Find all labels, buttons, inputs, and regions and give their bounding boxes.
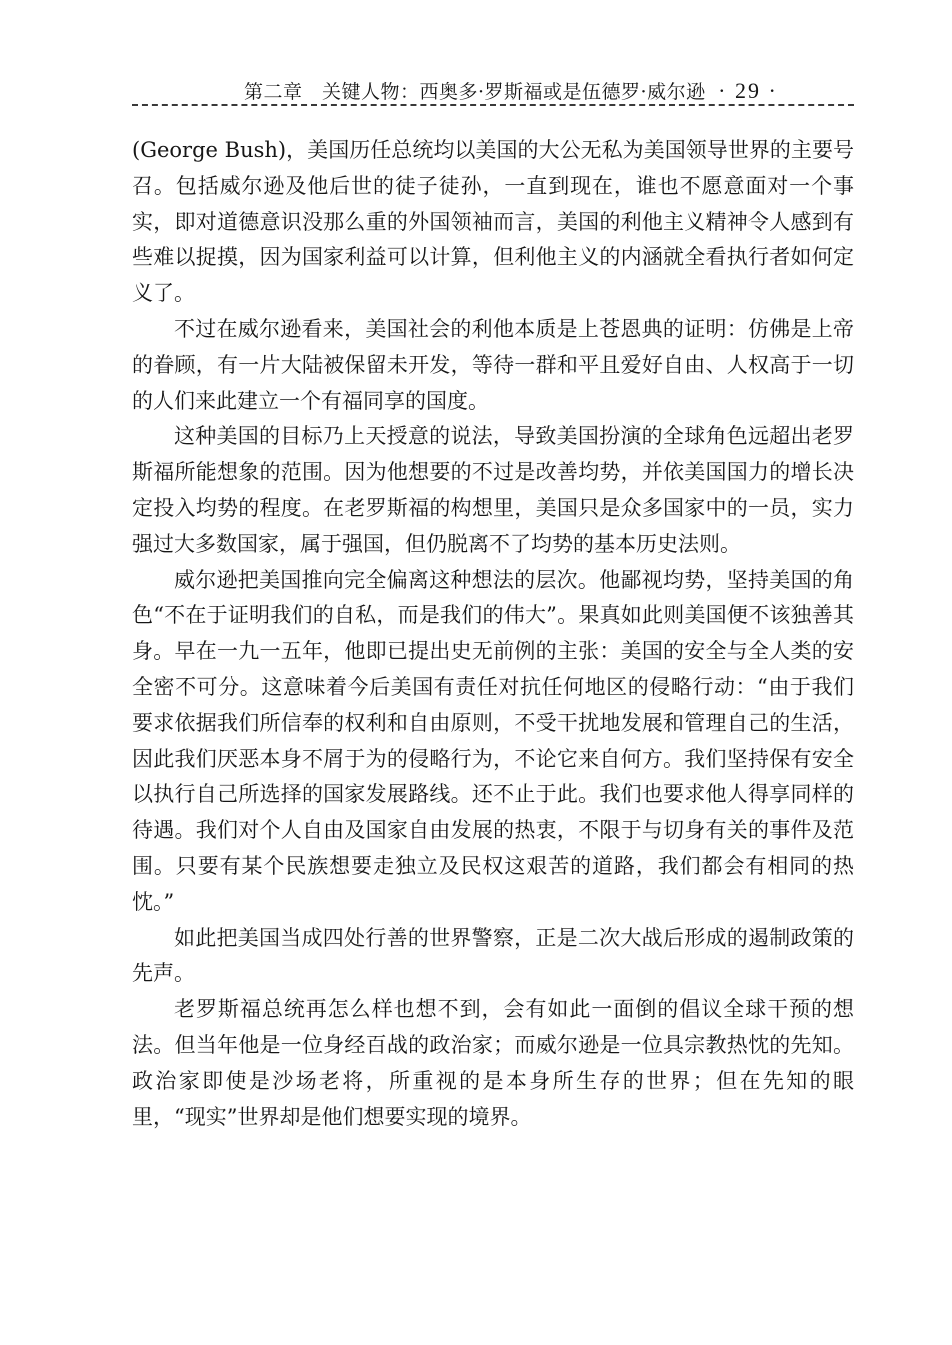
page-number: · 29 · [718, 78, 778, 103]
chapter-title: 第二章 关键人物：西奥多·罗斯福或是伍德罗·威尔逊 [244, 81, 706, 103]
header-rule [132, 104, 854, 106]
paragraph-1: (George Bush)，美国历任总统均以美国的大公无私为美国领导世界的主要号召。包括威尔逊及他后世的徒子徒孙，一直到现在，谁也不愿意面对一个事实，即对道德意识没那么重的外国领袖而言，美国的利他主义精神令人感到有些难以捉摸，因为国家利益可以计算，但利他主义的内涵就全看执行者如何定义了。 [132, 138, 854, 306]
paragraph-5: 如此把美国当成四处行善的世界警察，正是二次大战后形成的遏制政策的先声。 [132, 925, 854, 986]
paragraph-2: 不过在威尔逊看来，美国社会的利他本质是上苍恩典的证明：仿佛是上帝的眷顾，有一片大陆被保留未开发，等待一群和平且爱好自由、人权高于一切的人们来此建立一个有福同享的国度。 [132, 316, 854, 413]
paragraph-6: 老罗斯福总统再怎么样也想不到，会有如此一面倒的倡议全球干预的想法。但当年他是一位身经百战的政治家；而威尔逊是一位具宗教热忱的先知。政治家即使是沙场老将，所重视的是本身所生存的世界；但在先知的眼里，“现实”世界却是他们想要实现的境界。 [132, 997, 854, 1129]
paragraph-3: 这种美国的目标乃上天授意的说法，导致美国扮演的全球角色远超出老罗斯福所能想象的范围。因为他想要的不过是改善均势，并依美国国力的增长决定投入均势的程度。在老罗斯福的构想里，美国只是众多国家中的一员，实力强过大多数国家，属于强国，但仍脱离不了均势的基本历史法则。 [132, 424, 854, 556]
paragraph-4: 威尔逊把美国推向完全偏离这种想法的层次。他鄙视均势，坚持美国的角色“不在于证明我们的自私，而是我们的伟大”。果真如此则美国便不该独善其身。早在一九一五年，他即已提出史无前例的主张：美国的安全与全人类的安全密不可分。这意味着今后美国有责任对抗任何地区的侵略行动：“由于我们要求依据我们所信奉的权利和自由原则，不受干扰地发展和管理自己的生活，因此我们厌恶本身不屑于为的侵略行为，不论它来自何方。我们坚持保有安全以执行自己所选择的国家发展路线。还不止于此。我们也要求他人得享同样的待遇。我们对个人自由及国家自由发展的热衷，不限于与切身有关的事件及范围。只要有某个民族想要走独立及民权这艰苦的道路，我们都会有相同的热忱。” [132, 567, 854, 914]
body-text [132, 133, 854, 1135]
running-head [244, 76, 844, 106]
